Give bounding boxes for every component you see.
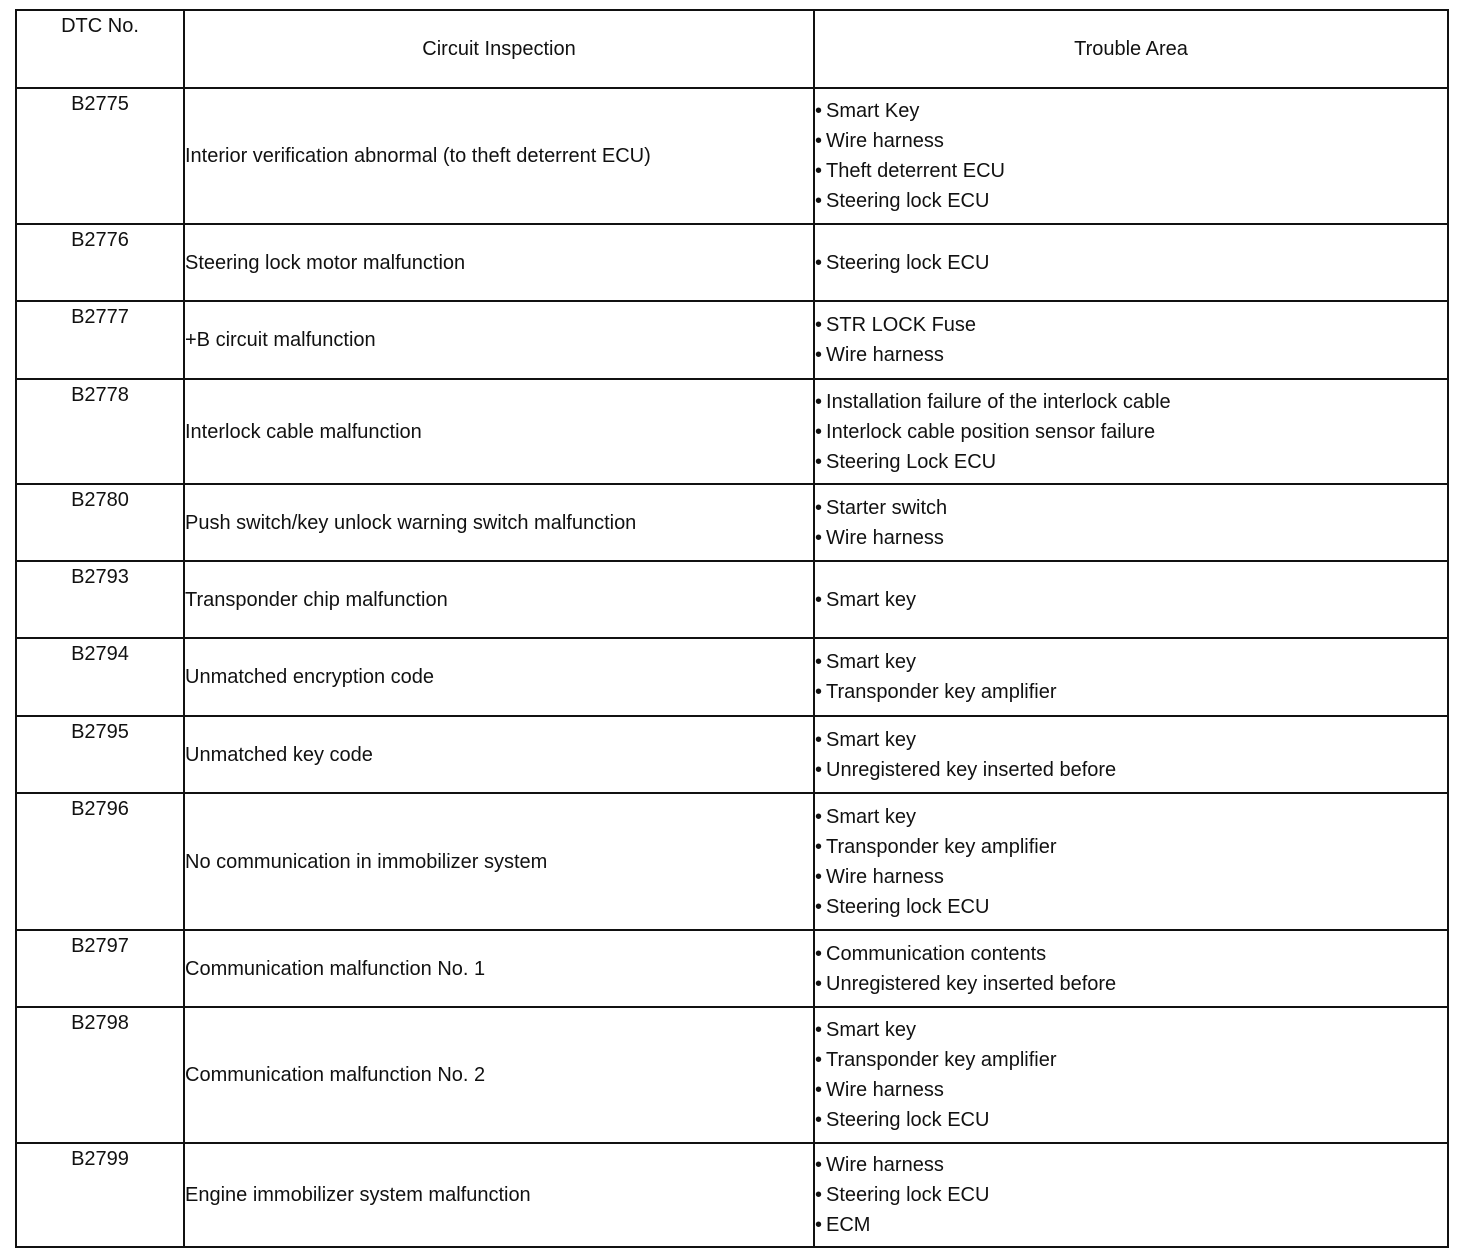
table-row	[16, 224, 1448, 301]
trouble-area-list	[815, 725, 1447, 785]
table-row	[16, 930, 1448, 1007]
table-row	[16, 1007, 1448, 1143]
trouble-area-item: • Steering Lock ECU	[815, 447, 1447, 477]
table-row	[16, 1143, 1448, 1247]
dtc-code: B2796	[16, 793, 184, 930]
trouble-area-item: • Steering lock ECU	[815, 1105, 1447, 1135]
table-row	[16, 638, 1448, 716]
dtc-code: B2797	[16, 930, 184, 1007]
trouble-area	[814, 379, 1448, 484]
trouble-area	[814, 638, 1448, 716]
trouble-area-item: • Wire harness	[815, 340, 1447, 370]
table-body	[16, 88, 1448, 1247]
circuit-inspection: +B circuit malfunction	[184, 301, 814, 379]
trouble-area-list	[815, 647, 1447, 707]
trouble-area-item: • Wire harness	[815, 862, 1447, 892]
circuit-inspection: Steering lock motor malfunction	[184, 224, 814, 301]
trouble-area-item: • Transponder key amplifier	[815, 1045, 1447, 1075]
trouble-area-item: • Transponder key amplifier	[815, 677, 1447, 707]
dtc-code: B2793	[16, 561, 184, 638]
trouble-area-list	[815, 939, 1447, 999]
trouble-area	[814, 1143, 1448, 1247]
header-row	[16, 10, 1448, 88]
header-dtc-no: DTC No.	[16, 10, 184, 88]
dtc-code: B2776	[16, 224, 184, 301]
circuit-inspection: Engine immobilizer system malfunction	[184, 1143, 814, 1247]
trouble-area	[814, 301, 1448, 379]
trouble-area	[814, 716, 1448, 793]
dtc-code: B2778	[16, 379, 184, 484]
circuit-inspection: Transponder chip malfunction	[184, 561, 814, 638]
trouble-area-item: • Unregistered key inserted before	[815, 969, 1447, 999]
trouble-area-item: • ECM	[815, 1210, 1447, 1240]
trouble-area-item: • Smart key	[815, 1015, 1447, 1045]
dtc-code: B2775	[16, 88, 184, 224]
header-trouble-area: Trouble Area	[814, 10, 1448, 88]
circuit-inspection: Push switch/key unlock warning switch malfunction	[184, 484, 814, 561]
trouble-area-item: • Theft deterrent ECU	[815, 156, 1447, 186]
table-row	[16, 793, 1448, 930]
trouble-area-item: • Smart key	[815, 725, 1447, 755]
table-row	[16, 484, 1448, 561]
trouble-area-list	[815, 493, 1447, 553]
header-circuit-inspection: Circuit Inspection	[184, 10, 814, 88]
table-row	[16, 716, 1448, 793]
trouble-area-item: • Interlock cable position sensor failure	[815, 417, 1447, 447]
trouble-area	[814, 484, 1448, 561]
trouble-area-item: • STR LOCK Fuse	[815, 310, 1447, 340]
trouble-area	[814, 561, 1448, 638]
trouble-area-list	[815, 96, 1447, 216]
trouble-area-item: • Steering lock ECU	[815, 248, 1447, 278]
dtc-code: B2795	[16, 716, 184, 793]
trouble-area-item: • Unregistered key inserted before	[815, 755, 1447, 785]
dtc-code: B2794	[16, 638, 184, 716]
trouble-area-item: • Wire harness	[815, 126, 1447, 156]
trouble-area-item: • Starter switch	[815, 493, 1447, 523]
trouble-area-item: • Installation failure of the interlock cable	[815, 387, 1447, 417]
circuit-inspection: Unmatched key code	[184, 716, 814, 793]
dtc-table	[15, 9, 1449, 1248]
trouble-area-list	[815, 585, 1447, 615]
trouble-area	[814, 793, 1448, 930]
trouble-area-list	[815, 1015, 1447, 1135]
trouble-area-list	[815, 248, 1447, 278]
trouble-area-item: • Transponder key amplifier	[815, 832, 1447, 862]
trouble-area	[814, 930, 1448, 1007]
trouble-area	[814, 88, 1448, 224]
table-row	[16, 561, 1448, 638]
trouble-area-item: • Smart key	[815, 647, 1447, 677]
trouble-area-item: • Steering lock ECU	[815, 186, 1447, 216]
circuit-inspection: Unmatched encryption code	[184, 638, 814, 716]
trouble-area-item: • Steering lock ECU	[815, 892, 1447, 922]
table-row	[16, 379, 1448, 484]
dtc-code: B2799	[16, 1143, 184, 1247]
trouble-area-item: • Communication contents	[815, 939, 1447, 969]
circuit-inspection: Interior verification abnormal (to theft deterrent ECU)	[184, 88, 814, 224]
table-row	[16, 301, 1448, 379]
trouble-area-item: • Smart key	[815, 802, 1447, 832]
trouble-area	[814, 1007, 1448, 1143]
trouble-area	[814, 224, 1448, 301]
trouble-area-list	[815, 1150, 1447, 1240]
circuit-inspection: Communication malfunction No. 2	[184, 1007, 814, 1143]
trouble-area-list	[815, 387, 1447, 477]
trouble-area-item: • Steering lock ECU	[815, 1180, 1447, 1210]
dtc-code: B2780	[16, 484, 184, 561]
dtc-code: B2777	[16, 301, 184, 379]
trouble-area-item: • Wire harness	[815, 1150, 1447, 1180]
dtc-code: B2798	[16, 1007, 184, 1143]
circuit-inspection: Communication malfunction No. 1	[184, 930, 814, 1007]
circuit-inspection: No communication in immobilizer system	[184, 793, 814, 930]
table-row	[16, 88, 1448, 224]
trouble-area-item: • Smart key	[815, 585, 1447, 615]
trouble-area-item: • Smart Key	[815, 96, 1447, 126]
trouble-area-item: • Wire harness	[815, 1075, 1447, 1105]
trouble-area-list	[815, 310, 1447, 370]
trouble-area-list	[815, 802, 1447, 922]
circuit-inspection: Interlock cable malfunction	[184, 379, 814, 484]
trouble-area-item: • Wire harness	[815, 523, 1447, 553]
